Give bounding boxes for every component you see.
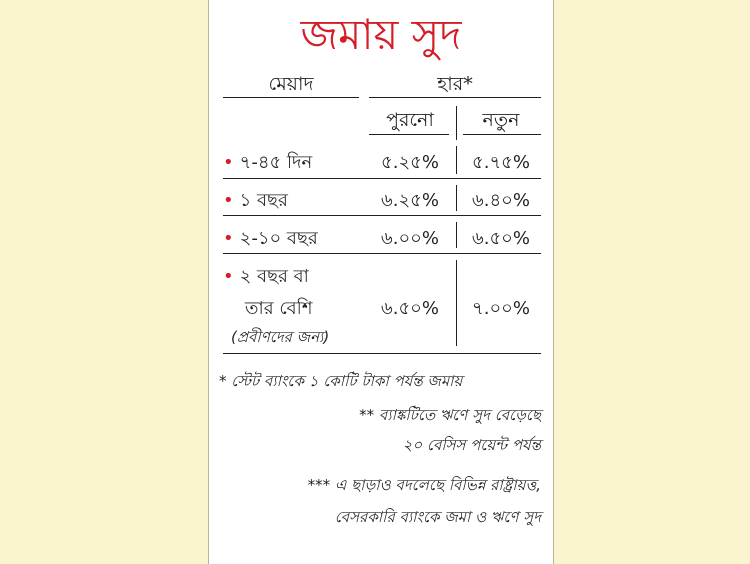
row-new-rate: ৫.৭৫% [472,152,530,173]
divider [369,134,449,135]
row-tenure-line2: তার বেশি [245,298,313,319]
row-tenure-line1: ২ বছর বা [239,266,309,287]
table-row [223,148,312,179]
bullet-icon: • [223,152,234,173]
divider [223,97,359,98]
row-divider [223,215,541,216]
column-divider [456,260,457,346]
row-tenure: ৭-৪৫ দিন [239,152,313,173]
footnote-1: * স্টেট ব্যাংকে ১ কোটি টাকা পর্যন্ত জমায় [219,372,463,390]
footnote-2-line2: ২০ বেসিস পয়েন্ট পর্যন্ত [402,436,541,454]
row-tenure-note: (প্রবীণদের জন্য) [231,328,330,346]
footnote-3-line1: *** এ ছাড়াও বদলেছে বিভিন্ন রাষ্ট্রায়ত্ত, [307,476,541,494]
row-new-rate: ৬.৪০% [472,190,530,211]
row-tenure: ২-১০ বছর [239,228,318,249]
header-tenure: মেয়াদ [268,73,314,95]
row-old-rate: ৬.০০% [381,228,439,249]
column-divider [456,106,457,140]
row-old-rate: ৬.৫০% [381,298,439,319]
footnote-3-line2: বেসরকারি ব্যাংকে জমা ও ঋণে সুদ [334,508,541,526]
row-old-rate: ৫.২৫% [381,152,439,173]
rates-card [208,0,554,564]
table-row [223,262,309,293]
header-new: নতুন [482,109,520,131]
divider [463,134,541,135]
divider [369,97,541,98]
header-rate: হার* [437,73,473,95]
column-divider [456,146,457,174]
row-new-rate: ৭.০০% [472,298,530,319]
column-divider [456,222,457,248]
header-old: পুরনো [386,109,434,131]
bullet-icon: • [223,190,234,211]
column-divider [456,185,457,211]
row-tenure: ১ বছর [239,190,288,211]
page-title: জমায় সুদ [300,10,462,59]
table-row [223,186,288,217]
bullet-icon: • [223,266,234,287]
row-divider [223,353,541,354]
row-divider [223,253,541,254]
footnote-2-line1: ** ব্যাঙ্কটিতে ঋণে সুদ বেড়েছে [359,406,541,424]
row-new-rate: ৬.৫০% [472,228,530,249]
table-row [223,224,318,255]
row-old-rate: ৬.২৫% [381,190,439,211]
row-divider [223,178,541,179]
bullet-icon: • [223,228,234,249]
